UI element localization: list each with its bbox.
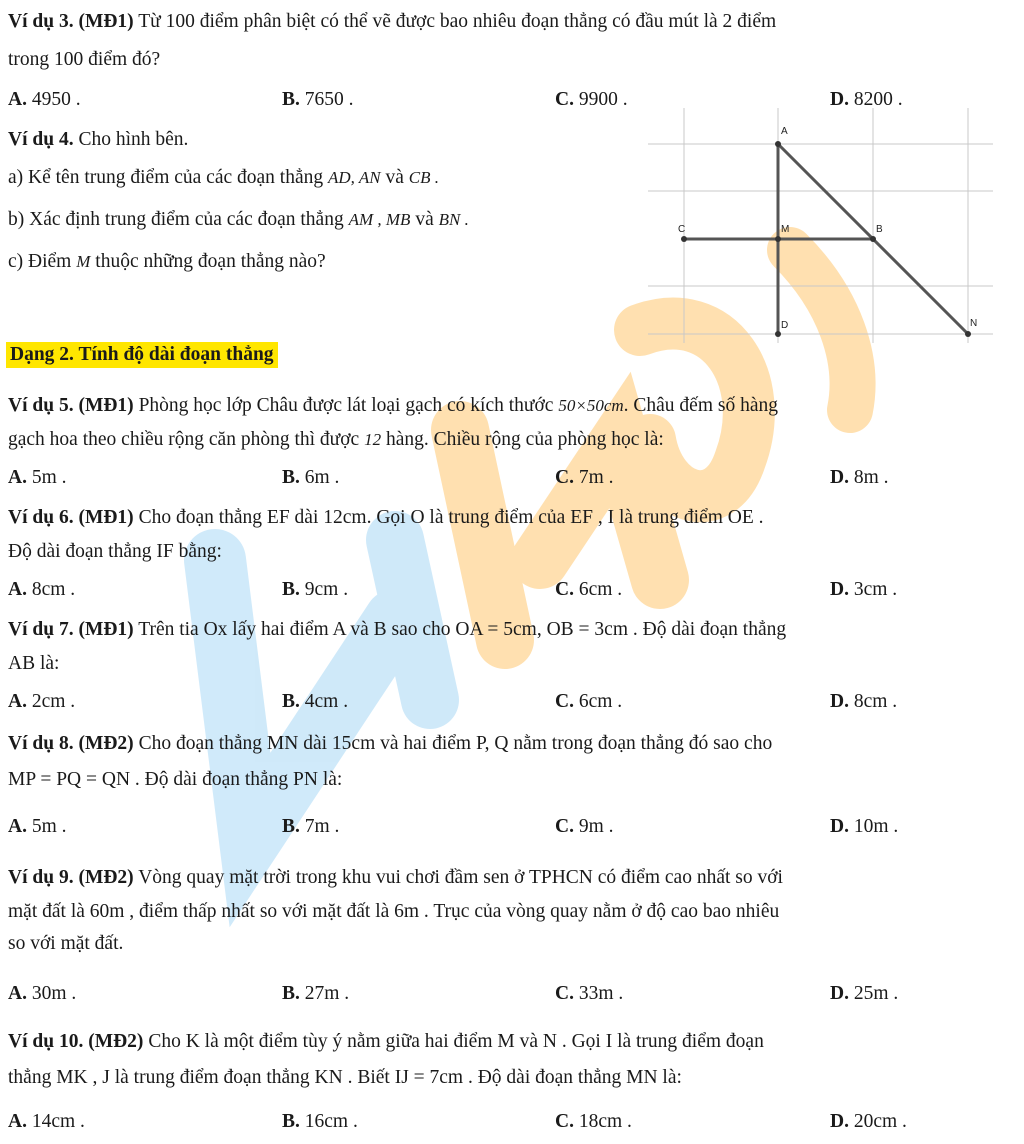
ex10-option-d: D. 20cm . (830, 1111, 907, 1132)
label-M: M (781, 224, 790, 235)
ex9-option-c: C. 33m . (555, 983, 624, 1004)
ex10-option-a: A. 14cm . (8, 1111, 85, 1132)
ex7-option-a: A. 2cm . (8, 691, 76, 712)
ex5-line-1: Ví dụ 5. (MĐ1) Phòng học lớp Châu được lát loại gạch có kích thước 50×50cm. Châu đếm số hàng (8, 395, 778, 416)
ex4-part-b: b) Xác định trung điểm của các đoạn thẳng AM , MB và BN . (8, 209, 469, 230)
ex3-option-a: A. 4950 . (8, 89, 81, 110)
ex8-option-d: D. 10m . (830, 816, 899, 837)
ex9-option-d: D. 25m . (830, 983, 899, 1004)
ex3-option-d: D. 8200 . (830, 89, 903, 110)
ex7-option-b: B. 4cm . (282, 691, 349, 712)
ex3-text-2: trong 100 điểm đó? (8, 49, 161, 70)
ex8-line-2: MP = PQ = QN . Độ dài đoạn thẳng PN là: (8, 769, 343, 790)
ex3-option-c: C. 9900 . (555, 89, 628, 110)
ex10-option-c: C. 18cm . (555, 1111, 632, 1132)
ex3-text-1: Từ 100 điểm phân biệt có thể vẽ được bao nhiêu đoạn thẳng có đầu mút là 2 điểm (138, 11, 777, 32)
label-N: N (970, 318, 978, 329)
ex10-option-b: B. 16cm . (282, 1111, 358, 1132)
label-C: C (678, 224, 686, 235)
ex6-option-a: A. 8cm . (8, 579, 76, 600)
ex7-line-2: AB là: (8, 653, 60, 674)
point-C (681, 236, 687, 242)
ex3-level: (MĐ1) (78, 11, 134, 32)
ex9-line-1: Ví dụ 9. (MĐ2) Vòng quay mặt trời trong khu vui chơi đầm sen ở TPHCN có điểm cao nhất so với (8, 867, 783, 888)
ex5-line-2: gạch hoa theo chiều rộng căn phòng thì được 12 hàng. Chiều rộng của phòng học là: (8, 429, 664, 450)
ex4-part-c: c) Điểm M thuộc những đoạn thẳng nào? (8, 251, 326, 272)
ex9-line-2: mặt đất là 60m , điểm thấp nhất so với mặt đất là 6m . Trục của vòng quay nằm ở độ cao bao nhiêu (8, 901, 780, 922)
ex5-option-c: C. 7m . (555, 467, 614, 488)
ex3-line-1 (8, 10, 776, 34)
ex4-label: Ví dụ 4. (8, 129, 74, 150)
point-A (775, 141, 781, 147)
section-heading: Dạng 2. Tính độ dài đoạn thẳng (6, 342, 278, 368)
ex5-option-a: A. 5m . (8, 467, 67, 488)
ex4-text: Cho hình bên. (78, 129, 189, 150)
point-N (965, 331, 971, 337)
ex6-option-d: D. 3cm . (830, 579, 898, 600)
point-M (775, 236, 781, 242)
ex4-part-a: a) Kể tên trung điểm của các đoạn thẳng AD, AN và CB . (8, 167, 439, 188)
ex3-option-b: B. 7650 . (282, 89, 354, 110)
label-D: D (781, 320, 789, 331)
ex5-option-b: B. 6m . (282, 467, 340, 488)
ex8-option-a: A. 5m . (8, 816, 67, 837)
ex7-line-1: Ví dụ 7. (MĐ1) Trên tia Ox lấy hai điểm A và B sao cho OA = 5cm, OB = 3cm . Độ dài đoạn thẳng (8, 619, 787, 640)
ex5-option-d: D. 8m . (830, 467, 889, 488)
ex3-line-2 (8, 48, 160, 72)
ex9-option-b: B. 27m . (282, 983, 350, 1004)
label-A: A (781, 126, 788, 137)
ex6-option-b: B. 9cm . (282, 579, 349, 600)
ex7-option-d: D. 8cm . (830, 691, 898, 712)
ex8-line-1: Ví dụ 8. (MĐ2) Cho đoạn thẳng MN dài 15cm và hai điểm P, Q nằm trong đoạn thẳng đó sao cho (8, 733, 773, 754)
ex9-line-3: so với mặt đất. (8, 933, 124, 954)
ex10-line-1: Ví dụ 10. (MĐ2) Cho K là một điểm tùy ý nằm giữa hai điểm M và N . Gọi I là trung điểm đoạn (8, 1031, 764, 1052)
ex4-line-1 (8, 128, 188, 152)
ex7-option-c: C. 6cm . (555, 691, 623, 712)
ex8-option-b: B. 7m . (282, 816, 340, 837)
geometry-figure (648, 108, 998, 348)
point-B (870, 236, 876, 242)
ex6-line-2: Độ dài đoạn thẳng IF bằng: (8, 541, 222, 562)
label-B: B (876, 224, 883, 235)
ex9-option-a: A. 30m . (8, 983, 77, 1004)
ex8-option-c: C. 9m . (555, 816, 614, 837)
point-D (775, 331, 781, 337)
ex6-line-1: Ví dụ 6. (MĐ1) Cho đoạn thẳng EF dài 12cm. Gọi O là trung điểm của EF , I là trung điểm OE . (8, 507, 764, 528)
ex3-label: Ví dụ 3. (8, 11, 74, 32)
ex10-line-2: thẳng MK , J là trung điểm đoạn thẳng KN . Biết IJ = 7cm . Độ dài đoạn thẳng MN là: (8, 1067, 682, 1088)
ex6-option-c: C. 6cm . (555, 579, 623, 600)
